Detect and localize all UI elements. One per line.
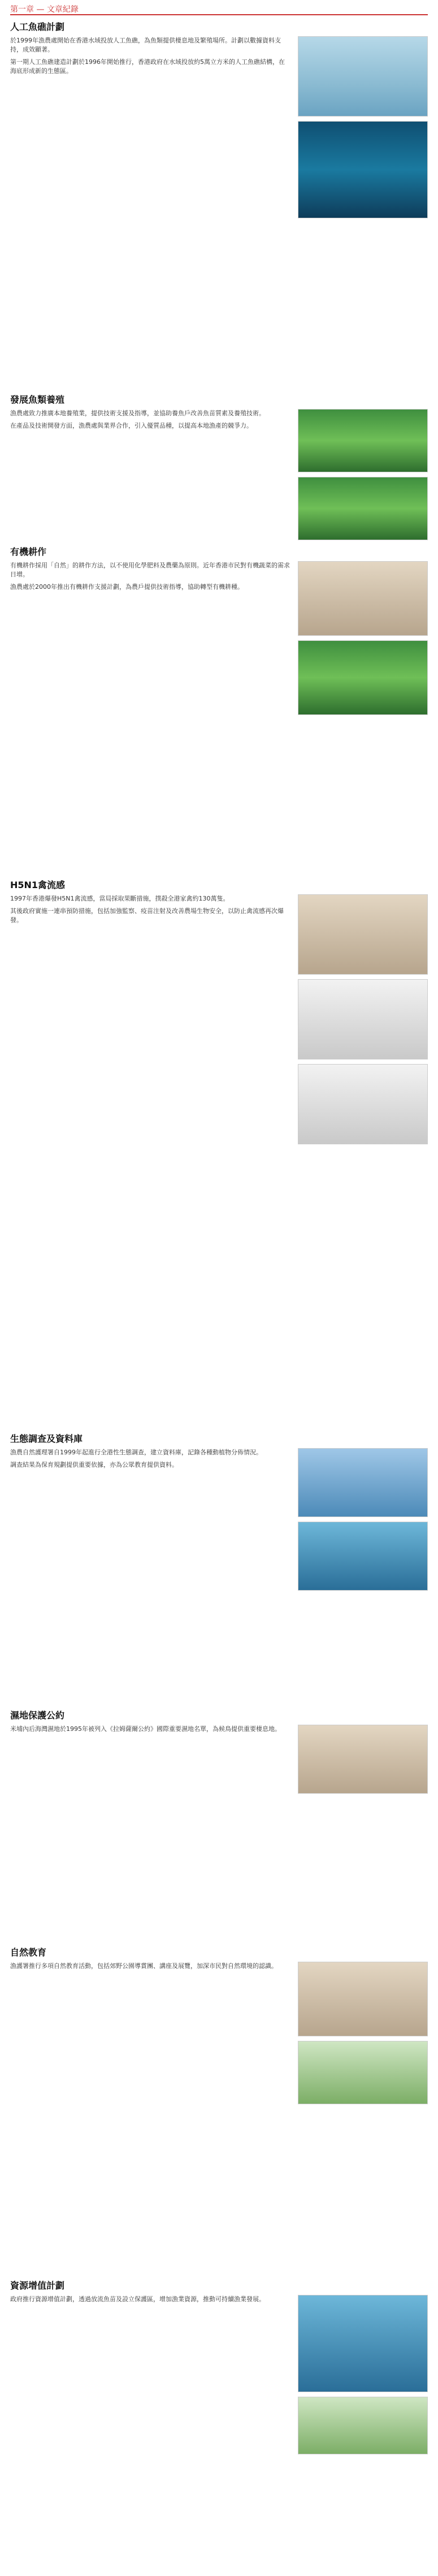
paragraph: 漁護署推行多項自然教育活動，包括郊野公園導賞團、講座及展覽，加深市民對自然環境的認識。	[10, 1962, 277, 1970]
section-title: 人工魚礁計劃	[10, 21, 65, 32]
photo-coastline	[298, 2295, 428, 2392]
photo-crowd	[298, 1962, 428, 2036]
section-title: 濕地保護公約	[10, 1710, 65, 1721]
photo-fishing-boat	[298, 36, 428, 117]
paragraph: 其後政府實施一連串預防措施，包括加強監察、疫苗注射及改善農場生物安全，以防止禽流感再次爆發。	[10, 907, 284, 924]
paragraph: 漁農自然護理署自1999年起進行全港性生態調查，建立資料庫，記錄各種動植物分佈情況。	[10, 1449, 262, 1456]
photo-birds	[298, 1448, 428, 1517]
photo-press-conference	[298, 894, 428, 975]
paragraph: 第一期人工魚礁建造計劃於1996年開始推行，香港政府在水域投放約5萬立方米的人工魚礁結構，在海底形成新的生態區。	[10, 58, 285, 75]
paragraph: 米埔內后海灣濕地於1995年被列入《拉姆薩爾公約》國際重要濕地名單，為候鳥提供重要棲息地。	[10, 1725, 281, 1733]
section-body	[10, 409, 428, 540]
section-body	[10, 894, 428, 1144]
paragraph: 於1999年漁農處開始在香港水域投放人工魚礁，為魚類提供棲息地及繁殖場所。計劃以數據資料支持，成效顯著。	[10, 37, 281, 53]
section-title: 有機耕作	[10, 546, 47, 557]
photo-poultry-farm	[298, 979, 428, 1059]
paragraph: 漁農處致力推廣本地養殖業，提供技術支援及指導，並協助養魚戶改善魚苗質素及養殖技術。	[10, 410, 265, 417]
paragraph: 調查結果為保育規劃提供重要依據，亦為公眾教育提供資料。	[10, 1461, 178, 1468]
photo-reserve	[298, 2397, 428, 2454]
section-title: H5N1禽流感	[10, 880, 66, 890]
photo-lab	[298, 1064, 428, 1144]
photo-officials	[298, 561, 428, 636]
photo-artificial-reef	[298, 121, 428, 218]
section-body	[10, 2295, 428, 2454]
section-title: 生態調查及資料庫	[10, 1433, 83, 1444]
section-body	[10, 561, 428, 715]
chapter-title: 第一章 — 文章紀錄	[10, 5, 79, 14]
photo-ceremony	[298, 1725, 428, 1794]
photo-fields	[298, 477, 428, 540]
paragraph: 在產品及技術開發方面，漁農處與業界合作，引入優質品種，以提高本地漁產的競爭力。	[10, 422, 253, 429]
paragraph: 政府推行資源增值計劃，透過放流魚苗及設立保護區，增加漁業資源，推動可持續漁業發展。	[10, 2295, 265, 2303]
section-title: 自然教育	[10, 1947, 47, 1958]
section-body	[10, 1725, 428, 1794]
section-body	[10, 1962, 428, 2104]
photo-vegetables	[298, 640, 428, 715]
section-title: 發展魚類養殖	[10, 394, 65, 405]
section-body	[10, 1448, 428, 1591]
section-body	[10, 36, 428, 218]
section-title: 資源增值計劃	[10, 2280, 65, 2291]
photo-farm	[298, 409, 428, 472]
paragraph: 漁農處於2000年推出有機耕作支援計劃，為農戶提供技術指導，協助轉型有機耕種。	[10, 583, 244, 591]
paragraph: 有機耕作採用「自然」的耕作方法，以不使用化學肥料及農藥為原則。近年香港市民對有機蔬菜的需求日增。	[10, 562, 290, 578]
paragraph: 1997年香港爆發H5N1禽流感，當局採取果斷措施，撲殺全港家禽約130萬隻。	[10, 895, 229, 902]
photo-exhibition	[298, 2041, 428, 2104]
photo-dolphin	[298, 1522, 428, 1591]
